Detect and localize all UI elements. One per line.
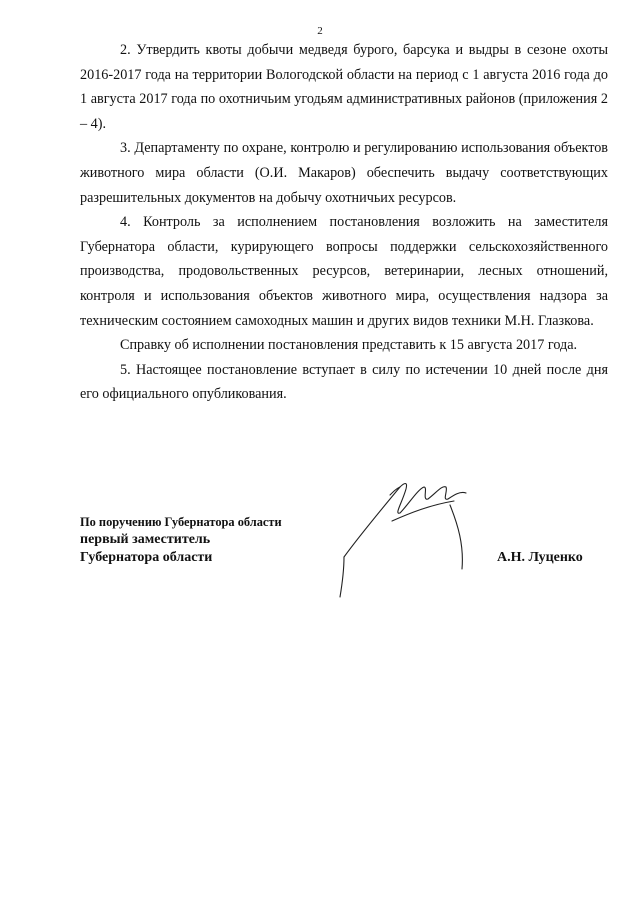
- paragraph-item-4: 4. Контроль за исполнением постановления возложить на заместителя Губернатора области, курирующего вопросы поддержки сельскохозяйственного производства, продовольственных ресурсов, ветеринарии, лесных отношений, контроля и использования объектов животного мира, осуществления надзора за техническим состоянием самоходных машин и других видов техники М.Н. Глазкова.: [80, 214, 608, 329]
- signatory-position-line: первый заместитель: [80, 532, 211, 547]
- signatory-organization-line: Губернатора области: [80, 550, 213, 565]
- paragraph-report-deadline: Справку об исполнении постановления представить к 15 августа 2017 года.: [120, 337, 578, 354]
- paragraph-item-5: 5. Настоящее постановление вступает в силу по истечении 10 дней после дня его официального опубликования.: [80, 361, 608, 403]
- document-body: [80, 38, 608, 407]
- handwritten-signature: [330, 465, 500, 605]
- signatory-title-block: [80, 513, 340, 567]
- signatory-name: А.Н. Луценко: [497, 550, 583, 565]
- paragraph-item-2: 2. Утвердить квоты добычи медведя бурого, барсука и выдры в сезоне охоты 2016-2017 года на территории Вологодской области на период с 1 августа 2016 года до 1 августа 2017 года по охотничьим угодьям административных районов (приложения 2 – 4).: [80, 42, 608, 132]
- page-number: 2: [317, 25, 323, 37]
- signatory-authority-line: По поручению Губернатора области: [80, 515, 282, 529]
- paragraph-item-3: 3. Департаменту по охране, контролю и регулированию использования объектов животного мира области (О.И. Макаров) обеспечить выдачу соответствующих разрешительных документов на добычу охотничьих ресурсов.: [80, 140, 608, 206]
